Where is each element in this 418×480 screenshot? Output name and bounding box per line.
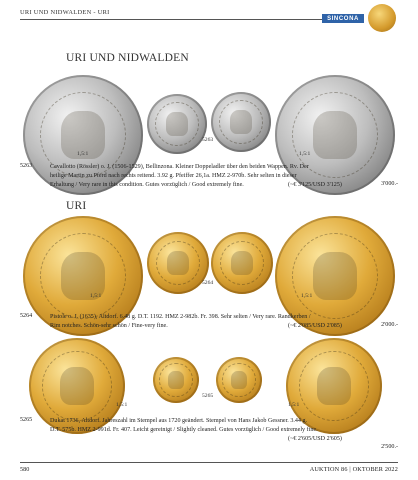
footer-rule [20,462,398,463]
lot-number: 5264 [20,313,33,319]
scale-label: 1,5:1 [288,402,300,408]
page-number: 580 [20,466,30,473]
lot-description-line: Erhaltung / Very rare in this condition. Gutes vorzüglich / Good extremely fine. [50,182,244,188]
scale-label: 1,5:1 [301,293,313,299]
lot-description-line: Pistole o. J. (1635), Altdorf. 6.48 g. D.T. 1192. HMZ 2-982b. Fr. 398. Sehr selten / Very rare. Randkerben / [50,314,311,320]
section-title-uri: URI [66,200,87,212]
brand-coin-icon [368,4,396,32]
plate-label-5264: 5264 [202,280,214,286]
scale-label: 1,5:1 [90,293,102,299]
running-title: URI UND NIDWALDEN - URI [20,9,110,16]
coin-5265-obverse [153,357,199,403]
lot-description-line: heilige Martin zu Pferd nach rechts reitend. 3.92 g. Pfeiffer 26,1a. HMZ 2-970b. Sehr selten in dieser [50,173,297,179]
header-rule [20,19,322,20]
coin-5264-reverse [211,232,273,294]
lot-number: 5265 [20,417,33,423]
coin-5263-obverse [147,94,207,154]
scale-label: 1,5:1 [299,151,311,157]
lot-price: 2'000.- [381,322,398,328]
section-title-uri-und-nidwalden: URI UND NIDWALDEN [66,52,189,64]
lot-estimate: (~€ 2'085/USD 2'085) [288,323,342,329]
plate-label-5263: 5263 [202,137,214,143]
plate-label-5265: 5265 [202,393,214,399]
lot-price: 3'000.- [381,181,398,187]
auction-label: AUKTION 86 | OKTOBER 2022 [309,466,398,473]
coin-5265-reverse [216,357,262,403]
brand-logo: SINCONA [322,14,364,23]
lot-description-line: Rim notches. Schön-sehr schön / Fine-very fine. [50,323,168,329]
lot-description-line: Cavallotto (Rössler) o. J. (1506-1529), Bellinzona. Kleiner Doppeladler über den beiden Wappen. Rv. Der [50,164,309,170]
lot-number: 5263 [20,163,33,169]
scale-label: 1,5:1 [77,151,89,157]
lot-description-line: D.T. 575b. HMZ 2-991d. Fr. 407. Leicht gereinigt / Slightly cleaned. Gutes vorzüglich / Good extremely fine. [50,427,318,433]
coin-5264-obverse [147,232,209,294]
lot-estimate: (~€ 2'605/USD 2'605) [288,436,342,442]
scale-label: 1,5:1 [116,402,128,408]
lot-estimate: (~€ 3'125/USD 3'125) [288,182,342,188]
lot-price: 2'500.- [381,444,398,450]
lot-description-line: Dukat 1736, Altdorf. Jahreszahl im Stempel aus 1720 geändert. Stempel von Hans Jakob Gessner. 3.44 g. [50,418,308,424]
coin-5263-reverse [211,92,271,152]
